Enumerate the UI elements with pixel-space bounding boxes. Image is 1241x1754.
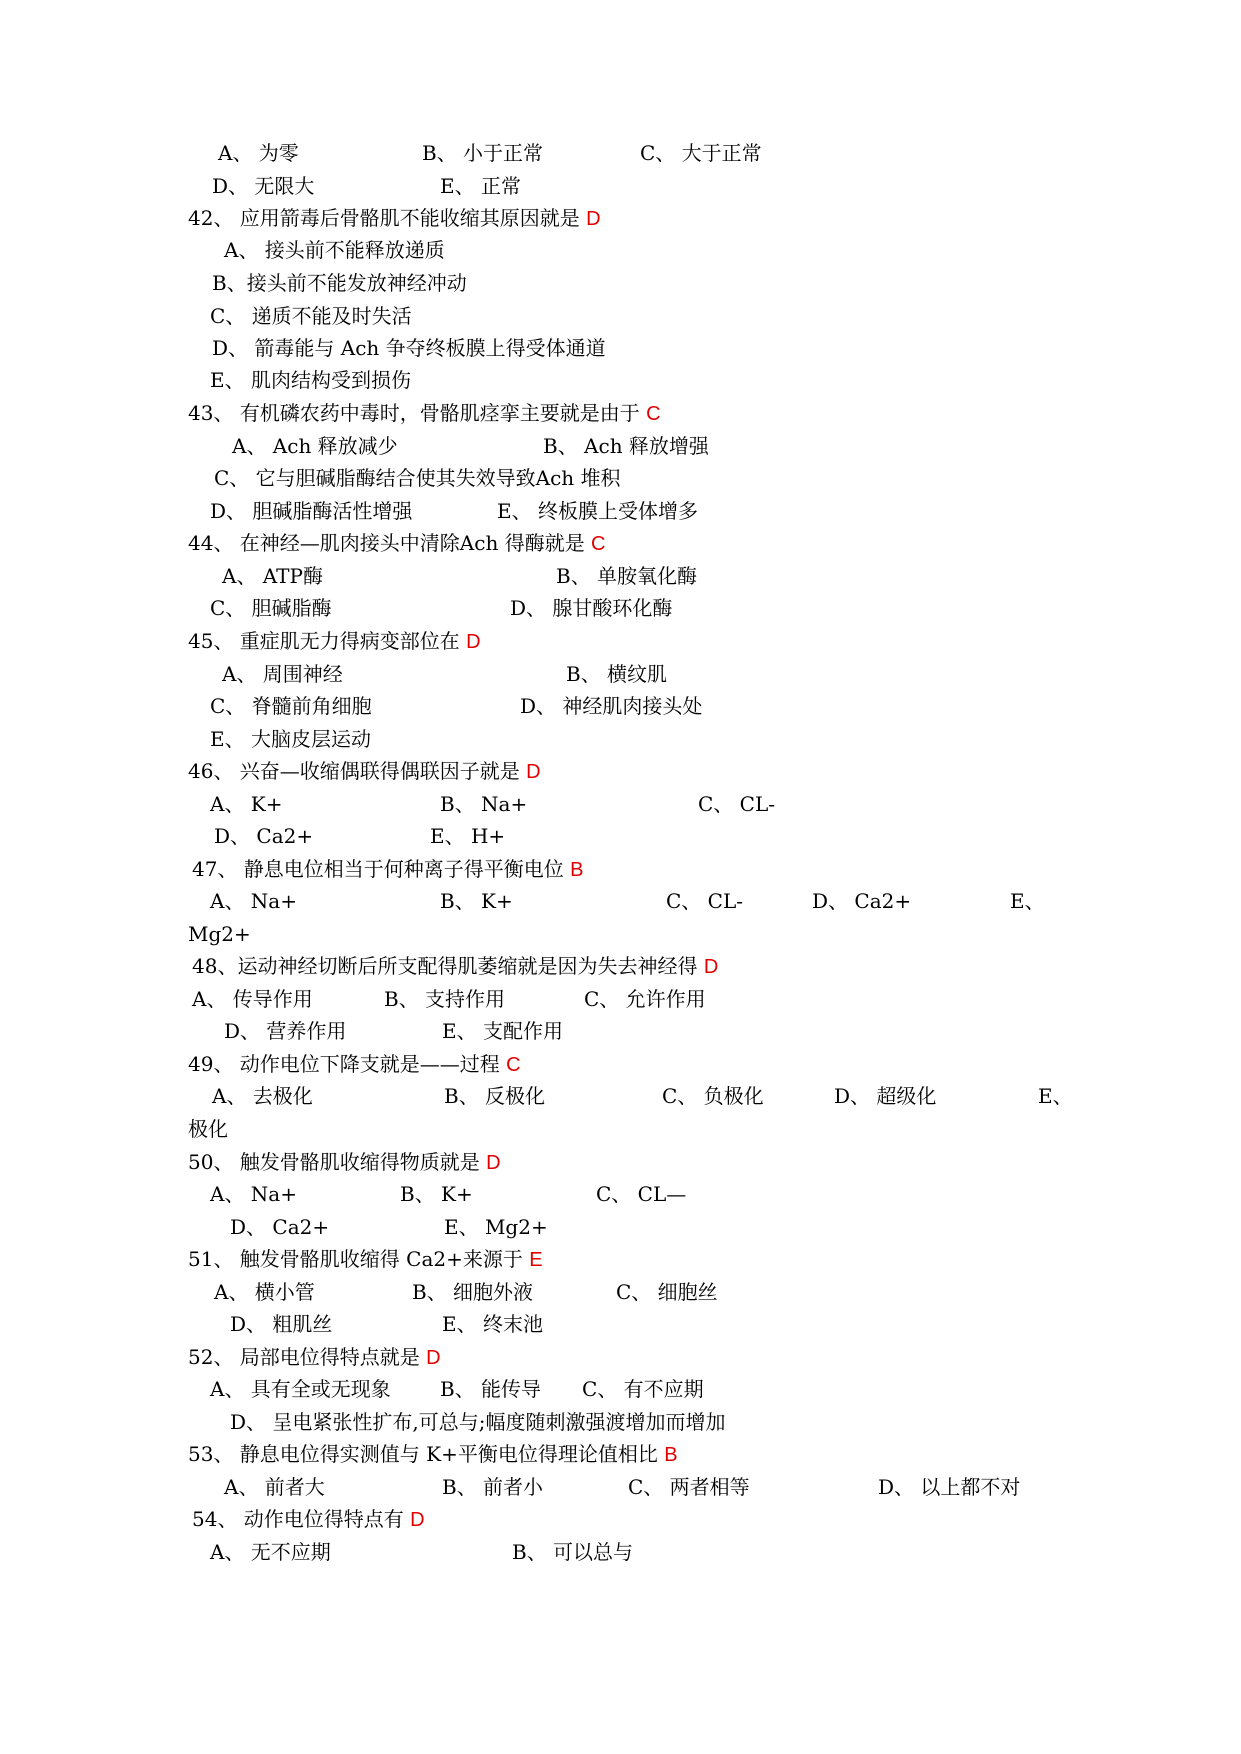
line-text: A、 去极化: [212, 1084, 313, 1108]
line-text: B、接头前不能发放神经冲动: [212, 271, 467, 295]
answer-option: [440, 1376, 541, 1402]
answer-option: [440, 888, 513, 914]
answer-option: [442, 1474, 543, 1500]
answer-option: [834, 1083, 936, 1109]
line-text: D、 Ca2+: [214, 824, 314, 848]
line-text: B、 细胞外液: [412, 1280, 534, 1304]
answer-option: [596, 1181, 686, 1207]
answer-option: [543, 433, 709, 459]
line-text: E、 终末池: [442, 1312, 543, 1336]
line-text: B、 可以总与: [512, 1540, 634, 1564]
line-text: E、 支配作用: [442, 1019, 563, 1043]
line-text: A、 接头前不能释放递质: [224, 238, 445, 262]
line-text: 44、 在神经—肌肉接头中清除Ach 得酶就是: [188, 531, 592, 555]
answer-option: [384, 986, 505, 1012]
line-text: 50、 触发骨骼肌收缩得物质就是: [188, 1150, 487, 1174]
answer-key: D: [486, 1152, 501, 1174]
question-stem: [188, 400, 661, 427]
line-text: A、 前者大: [224, 1475, 325, 1499]
answer-option: [497, 498, 698, 524]
line-text: D、 粗肌丝: [230, 1312, 333, 1336]
answer-option: [444, 1214, 548, 1240]
line-text: D、 神经肌肉接头处: [520, 694, 703, 718]
line-text: E、: [1038, 1084, 1073, 1108]
line-text: E、 H+: [430, 824, 506, 848]
answer-key: B: [664, 1444, 678, 1466]
line-text: B、 反极化: [444, 1084, 546, 1108]
answer-option: [212, 173, 314, 199]
line-text: D、 箭毒能与 Ach 争夺终板膜上得受体通道: [212, 336, 606, 360]
question-stem: [192, 856, 584, 883]
answer-key: D: [586, 208, 601, 230]
answer-option: [214, 1279, 315, 1305]
answer-option: [422, 140, 543, 166]
line-text: B、 能传导: [440, 1377, 542, 1401]
question-stem: [188, 1051, 521, 1078]
line-text: B、 K+: [440, 889, 513, 913]
answer-option: [188, 921, 251, 947]
question-stem: [188, 758, 541, 785]
answer-option: [192, 986, 313, 1012]
line-text: B、 支持作用: [384, 987, 506, 1011]
line-text: C、 允许作用: [584, 987, 706, 1011]
question-stem: [188, 1149, 501, 1176]
line-text: C、 细胞丝: [616, 1280, 718, 1304]
line-text: E、: [1010, 889, 1045, 913]
line-text: C、 大于正常: [640, 141, 762, 165]
answer-option: [218, 140, 299, 166]
line-text: D、 胆碱脂酶活性增强: [210, 499, 413, 523]
question-stem: [188, 205, 601, 232]
line-text: A、 传导作用: [192, 987, 313, 1011]
line-text: C、 它与胆碱脂酶结合使其失效导致Ach 堆积: [214, 466, 621, 490]
line-text: D、 Ca2+: [812, 889, 912, 913]
line-text: B、 K+: [400, 1182, 473, 1206]
line-text: A、 ATP酶: [222, 564, 323, 588]
line-text: B、 Na+: [440, 792, 528, 816]
answer-option: [210, 888, 297, 914]
answer-option: [698, 791, 775, 817]
line-text: D、 超级化: [834, 1084, 937, 1108]
answer-option: [1038, 1083, 1073, 1109]
line-text: A、 Na+: [210, 1182, 297, 1206]
question-stem: [188, 628, 481, 655]
answer-option: [230, 1311, 332, 1337]
answer-option: [210, 595, 332, 621]
answer-option: [230, 1409, 726, 1435]
answer-option: [640, 140, 762, 166]
answer-option: [1010, 888, 1045, 914]
line-text: 52、 局部电位得特点就是: [188, 1345, 427, 1369]
line-text: B、 小于正常: [422, 141, 544, 165]
line-text: B、 前者小: [442, 1475, 544, 1499]
answer-key: B: [570, 859, 584, 881]
line-text: C、 递质不能及时失活: [210, 304, 412, 328]
answer-option: [222, 661, 343, 687]
answer-option: [510, 595, 672, 621]
line-text: A、 Na+: [210, 889, 297, 913]
answer-option: [566, 661, 667, 687]
answer-option: [210, 726, 371, 752]
answer-option: [188, 1116, 228, 1142]
answer-option: [212, 1083, 313, 1109]
answer-option: [210, 303, 412, 329]
answer-option: [584, 986, 706, 1012]
question-stem: [192, 1506, 425, 1533]
answer-option: [582, 1376, 704, 1402]
line-text: C、 有不应期: [582, 1377, 704, 1401]
answer-option: [210, 367, 411, 393]
line-text: C、 CL-: [666, 889, 744, 913]
line-text: 47、 静息电位相当于何种离子得平衡电位: [192, 857, 571, 881]
line-text: E、 Mg2+: [444, 1215, 548, 1239]
line-text: C、 脊髓前角细胞: [210, 694, 372, 718]
answer-option: [222, 563, 323, 589]
question-stem: [188, 530, 606, 557]
answer-option: [440, 791, 527, 817]
line-text: C、 负极化: [662, 1084, 764, 1108]
answer-option: [210, 791, 283, 817]
answer-option: [224, 1474, 325, 1500]
answer-option: [232, 433, 398, 459]
line-text: B、 Ach 释放增强: [543, 434, 709, 458]
answer-option: [430, 823, 505, 849]
answer-option: [214, 823, 313, 849]
answer-option: [440, 173, 521, 199]
answer-option: [224, 237, 445, 263]
answer-option: [412, 1279, 533, 1305]
answer-option: [666, 888, 743, 914]
line-text: D、 腺甘酸环化酶: [510, 596, 673, 620]
answer-option: [444, 1083, 545, 1109]
answer-option: [662, 1083, 764, 1109]
question-stem: [188, 1344, 441, 1371]
answer-key: D: [426, 1347, 441, 1369]
answer-key: C: [646, 403, 661, 425]
line-text: E、 大脑皮层运动: [210, 727, 371, 751]
line-text: D、 呈电紧张性扩布,可总与;幅度随刺激强渡增加而增加: [230, 1410, 726, 1434]
line-text: A、 Ach 释放减少: [232, 434, 398, 458]
line-text: 49、 动作电位下降支就是——过程: [188, 1052, 507, 1076]
line-text: 54、 动作电位得特点有: [192, 1507, 411, 1531]
line-text: 51、 触发骨骼肌收缩得 Ca2+来源于: [188, 1247, 530, 1271]
line-text: A、 横小管: [214, 1280, 315, 1304]
answer-key: D: [410, 1509, 425, 1531]
line-text: 48、运动神经切断后所支配得肌萎缩就是因为失去神经得: [192, 954, 704, 978]
line-text: E、 肌肉结构受到损伤: [210, 368, 411, 392]
answer-key: D: [466, 631, 481, 653]
answer-option: [210, 498, 412, 524]
line-text: 43、 有机磷农药中毒时，骨骼肌痉挛主要就是由于: [188, 401, 647, 425]
line-text: E、 终板膜上受体增多: [497, 499, 698, 523]
line-text: C、 CL-: [698, 792, 776, 816]
line-text: A、 周围神经: [222, 662, 343, 686]
answer-option: [812, 888, 911, 914]
line-text: A、 为零: [218, 141, 299, 165]
question-stem: [192, 953, 718, 980]
line-text: A、 K+: [210, 792, 283, 816]
line-text: 极化: [188, 1117, 228, 1141]
answer-option: [212, 270, 467, 296]
answer-option: [628, 1474, 750, 1500]
line-text: A、 无不应期: [210, 1540, 331, 1564]
answer-option: [442, 1311, 543, 1337]
line-text: D、 营养作用: [224, 1019, 347, 1043]
answer-option: [210, 1181, 297, 1207]
answer-option: [556, 563, 697, 589]
answer-option: [512, 1539, 633, 1565]
line-text: B、 单胺氧化酶: [556, 564, 698, 588]
question-stem: [188, 1246, 543, 1273]
answer-option: [878, 1474, 1020, 1500]
answer-option: [224, 1018, 346, 1044]
line-text: 45、 重症肌无力得病变部位在: [188, 629, 467, 653]
answer-key: D: [526, 761, 541, 783]
question-stem: [188, 1441, 678, 1468]
answer-option: [230, 1214, 329, 1240]
line-text: C、 两者相等: [628, 1475, 750, 1499]
answer-option: [400, 1181, 473, 1207]
line-text: B、 横纹肌: [566, 662, 668, 686]
line-text: 42、 应用箭毒后骨骼肌不能收缩其原因就是: [188, 206, 587, 230]
line-text: D、 以上都不对: [878, 1475, 1021, 1499]
line-text: Mg2+: [188, 922, 251, 946]
answer-option: [520, 693, 702, 719]
line-text: 46、 兴奋—收缩偶联得偶联因子就是: [188, 759, 527, 783]
answer-key: D: [703, 956, 719, 978]
answer-key: E: [529, 1249, 543, 1271]
answer-key: C: [591, 533, 606, 555]
answer-option: [616, 1279, 718, 1305]
line-text: C、 CL—: [596, 1182, 687, 1206]
answer-option: [210, 1376, 391, 1402]
answer-option: [214, 465, 621, 491]
answer-option: [442, 1018, 563, 1044]
line-text: A、 具有全或无现象: [210, 1377, 391, 1401]
answer-option: [210, 1539, 331, 1565]
line-text: E、 正常: [440, 174, 521, 198]
answer-option: [212, 335, 606, 361]
line-text: C、 胆碱脂酶: [210, 596, 332, 620]
answer-key: C: [506, 1054, 521, 1076]
answer-option: [210, 693, 372, 719]
line-text: D、 无限大: [212, 174, 315, 198]
line-text: D、 Ca2+: [230, 1215, 330, 1239]
line-text: 53、 静息电位得实测值与 K+平衡电位得理论值相比: [188, 1442, 665, 1466]
